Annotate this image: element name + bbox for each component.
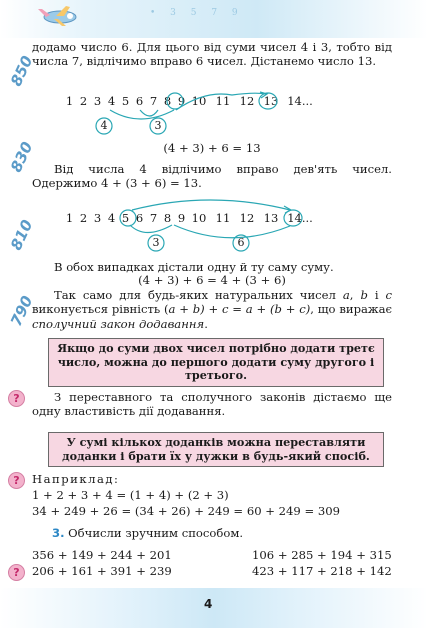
paragraph-4: Так само для будь-яких натуральних чисел a, b і c виконується рівність (a + b) + c = a + (b + c), що виражає сполучний закон додавання. — [32, 288, 392, 331]
question-icon: ? — [8, 472, 25, 489]
arc-label: 3 — [154, 119, 162, 132]
number-line-value: 12 — [239, 94, 255, 108]
arc-label: 4 — [100, 119, 108, 132]
number-line-value: 13 — [263, 94, 279, 108]
number-line-2 — [64, 211, 320, 225]
margin-number: 790 — [6, 293, 37, 329]
number-line-value: 4 — [107, 94, 116, 108]
number-line-value: 14... — [287, 211, 313, 225]
number-line-value: 2 — [79, 94, 88, 108]
bottom-banner — [0, 588, 428, 628]
paragraph-intro: додамо число 6. Для цього від суми чисел 4 і 3, тобто від числа 7, відлічимо вправо 6 чисел. Дістанемо число 13. — [32, 40, 392, 69]
number-line-value: 13 — [263, 211, 279, 225]
paragraph-2: Від числа 4 відлічимо вправо дев'ять чисел. Одержимо 4 + (3 + 6) = 13. — [32, 162, 392, 191]
rule-box-associative: Якщо до суми двох чисел потрібно додати третє число, можна до першого додати суму другого і третього. — [48, 338, 384, 387]
number-line-value: 7 — [149, 211, 158, 225]
number-line-value: 5 — [121, 211, 130, 225]
number-line-value: 9 — [177, 94, 186, 108]
number-line-value: 11 — [215, 94, 231, 108]
sky-digits: • 3 5 7 9 — [150, 8, 244, 18]
paragraph-3: В обох випадках дістали одну й ту саму суму. — [54, 260, 334, 274]
arc-label: 3 — [152, 236, 160, 249]
exercise-item: 356 + 149 + 244 + 201 — [32, 548, 172, 562]
question-icon: ? — [8, 564, 25, 581]
paragraph-5: З переставного та сполучного законів дістаємо ще одну властивість дії додавання. — [32, 390, 392, 419]
arc-label: 6 — [237, 236, 245, 249]
exercise-text: Обчисли зручним способом. — [68, 526, 244, 540]
number-line-value: 6 — [135, 211, 144, 225]
number-line-value: 5 — [121, 94, 130, 108]
number-line-value: 1 — [65, 211, 74, 225]
exercise-heading — [52, 526, 243, 540]
exercise-number: 3. — [52, 526, 65, 540]
margin-number: 810 — [6, 217, 37, 253]
margin-number: 850 — [6, 53, 37, 89]
number-line-value: 6 — [135, 94, 144, 108]
exercise-item: 206 + 161 + 391 + 239 — [32, 564, 172, 578]
number-line-value: 14... — [287, 94, 313, 108]
number-line-value: 10 — [191, 211, 207, 225]
number-line-value: 10 — [191, 94, 207, 108]
number-line-value: 9 — [177, 211, 186, 225]
question-icon: ? — [8, 390, 25, 407]
number-line-value: 1 — [65, 94, 74, 108]
number-line-value: 4 — [107, 211, 116, 225]
page-number: 4 — [204, 597, 213, 611]
number-line-value: 3 — [93, 211, 102, 225]
example-1: 1 + 2 + 3 + 4 = (1 + 4) + (2 + 3) — [32, 488, 229, 502]
exercise-item: 423 + 117 + 218 + 142 — [252, 564, 392, 578]
rule-box-property: У сумі кількох доданків можна переставляти доданки і брати їх у дужки в будь-який спосіб. — [48, 432, 384, 467]
number-line-value: 12 — [239, 211, 255, 225]
equation-2: (4 + 3) + 6 = 4 + (3 + 6) — [138, 273, 286, 287]
example-2: 34 + 249 + 26 = (34 + 26) + 249 = 60 + 249 = 309 — [32, 504, 341, 518]
margin-number: 830 — [6, 139, 37, 175]
example-label: Наприклад: — [32, 472, 120, 486]
number-line-value: 3 — [93, 94, 102, 108]
number-line-value: 8 — [163, 94, 172, 108]
equation-1: (4 + 3) + 6 = 13 — [163, 141, 261, 155]
number-line-value: 11 — [215, 211, 231, 225]
number-line-value: 7 — [149, 94, 158, 108]
exercise-item: 106 + 285 + 194 + 315 — [252, 548, 392, 562]
number-line-value: 2 — [79, 211, 88, 225]
number-line-value: 8 — [163, 211, 172, 225]
